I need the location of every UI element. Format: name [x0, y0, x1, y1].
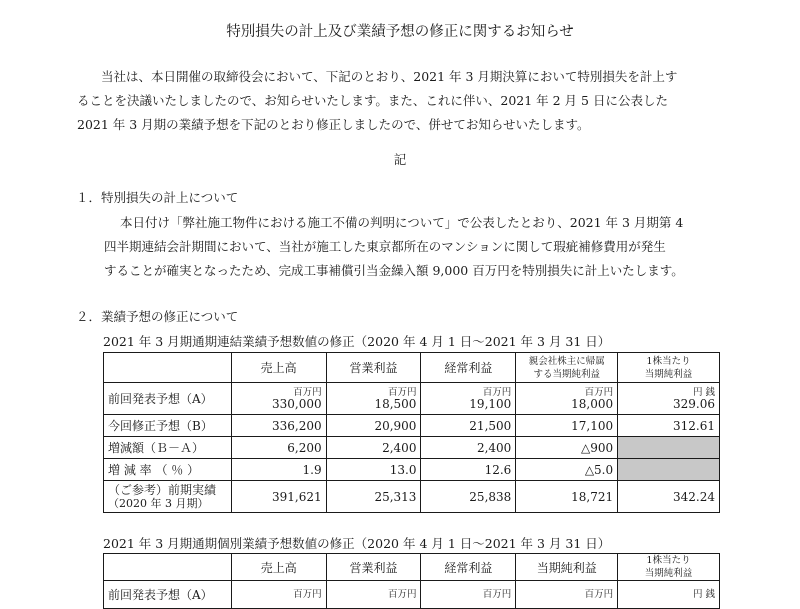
row-label-line2: （2020 年 3 月期） — [108, 496, 209, 510]
cell-value: 12.6 — [421, 459, 516, 481]
cell-value: 21,500 — [421, 415, 516, 437]
header-sales: 売上高 — [231, 554, 326, 581]
cell-value: 17,100 — [516, 415, 618, 437]
table-header-blank — [104, 353, 232, 383]
header-eps-line1: 1株当たり — [646, 555, 691, 566]
cell-value: △900 — [516, 437, 618, 459]
header-sales: 売上高 — [231, 353, 326, 383]
header-operating-profit: 営業利益 — [326, 353, 421, 383]
header-ordinary-profit: 経常利益 — [421, 554, 516, 581]
section1-line-1: 本日付け「弊社施工物件における施工不備の判明について」で公表したとおり、2021 年 3 月期第 4 — [120, 215, 684, 230]
header-eps — [618, 353, 720, 383]
unit-label: 百万円 — [584, 386, 614, 398]
row-label: 前回発表予想（A） — [104, 383, 232, 415]
row-label: 前回発表予想（A） — [104, 581, 232, 609]
intro-line-2: ることを決議いたしましたので、お知らせいたします。また、これに伴い、2021 年 2 月 5 日に公表した — [77, 93, 668, 108]
gray-cell — [618, 437, 720, 459]
table-row — [104, 437, 720, 459]
nonconsolidated-forecast-table — [103, 553, 720, 609]
table2-caption: 2021 年 3 月期通期個別業績予想数値の修正（2020 年 4 月 1 日～2021 年 3 月 31 日） — [103, 536, 611, 551]
table-row — [104, 481, 720, 513]
unit-label: 百万円 — [387, 589, 417, 600]
cell-value: 13.0 — [326, 459, 421, 481]
cell-value: 19,100 — [469, 396, 512, 411]
row-label: 増減額（Ｂ－Ａ） — [104, 437, 232, 459]
cell-value: 6,200 — [231, 437, 326, 459]
cell-value: 25,313 — [326, 481, 421, 513]
header-eps — [618, 554, 720, 581]
table-cell — [516, 581, 618, 609]
table-header-row — [104, 353, 720, 383]
row-label — [104, 481, 232, 513]
header-eps-line2: 当期純利益 — [644, 568, 693, 579]
cell-value: △5.0 — [516, 459, 618, 481]
table-cell — [421, 383, 516, 415]
unit-label: 円 銭 — [692, 589, 715, 600]
document-title: 特別損失の計上及び業績予想の修正に関するお知らせ — [226, 24, 574, 40]
cell-value: 342.24 — [618, 481, 720, 513]
unit-label: 百万円 — [482, 386, 512, 398]
header-eps-line2: 当期純利益 — [644, 368, 693, 380]
table-header-blank — [104, 554, 232, 581]
header-net-profit-line1: 親会社株主に帰属 — [528, 355, 605, 367]
row-label: 今回修正予想（B） — [104, 415, 232, 437]
gray-cell — [618, 459, 720, 481]
header-net-profit — [516, 353, 618, 383]
ki-heading: 記 — [393, 152, 407, 167]
header-operating-profit: 営業利益 — [326, 554, 421, 581]
cell-value: 2,400 — [326, 437, 421, 459]
cell-value: 1.9 — [231, 459, 326, 481]
table-row — [104, 415, 720, 437]
unit-label: 百万円 — [482, 589, 512, 600]
cell-value: 330,000 — [271, 396, 322, 411]
intro-line-3: 2021 年 3 月期の業績予想を下記のとおり修正しましたので、併せてお知らせいたします。 — [77, 117, 590, 132]
unit-label: 百万円 — [293, 589, 322, 600]
cell-value: 312.61 — [618, 415, 720, 437]
section1-line-2: 四半期連結会計期間において、当社が施工した東京都所在のマンションに関して瑕疵補修費用が発生 — [104, 239, 666, 254]
cell-value: 329.06 — [673, 396, 715, 411]
table-header-row — [104, 554, 720, 581]
section1-line-3: することが確実となったため、完成工事補償引当金繰入額 9,000 百万円を特別損失に計上いたします。 — [104, 263, 684, 278]
header-net-profit: 当期純利益 — [516, 554, 618, 581]
header-ordinary-profit: 経常利益 — [421, 353, 516, 383]
unit-label: 百万円 — [584, 589, 614, 600]
table-cell — [231, 383, 326, 415]
section1-heading: １．特別損失の計上について — [76, 190, 239, 205]
table-cell — [516, 383, 618, 415]
table-row — [104, 581, 720, 609]
row-label: 増 減 率 （ ％ ） — [104, 459, 232, 481]
cell-value: 20,900 — [326, 415, 421, 437]
cell-value: 391,621 — [231, 481, 326, 513]
cell-value: 25,838 — [421, 481, 516, 513]
table-row — [104, 383, 720, 415]
cell-value: 18,000 — [571, 396, 614, 411]
table-cell — [231, 581, 326, 609]
cell-value: 18,721 — [516, 481, 618, 513]
table-cell — [421, 581, 516, 609]
table-cell — [326, 581, 421, 609]
table-cell — [618, 383, 720, 415]
header-eps-line1: 1株当たり — [646, 355, 691, 367]
section2-heading: ２．業績予想の修正について — [76, 309, 239, 324]
table1-caption: 2021 年 3 月期通期連結業績予想数値の修正（2020 年 4 月 1 日～2021 年 3 月 31 日） — [103, 334, 611, 349]
row-label-line1: （ご参考）前期実績 — [108, 482, 217, 497]
unit-label: 円 銭 — [692, 386, 715, 398]
header-net-profit-line2: する当期純利益 — [533, 368, 600, 380]
table-row — [104, 459, 720, 481]
intro-line-1: 当社は、本日開催の取締役会において、下記のとおり、2021 年 3 月期決算において特別損失を計上す — [101, 69, 678, 84]
cell-value: 336,200 — [231, 415, 326, 437]
unit-label: 百万円 — [387, 386, 417, 398]
table-cell — [326, 383, 421, 415]
cell-value: 2,400 — [421, 437, 516, 459]
table-cell — [618, 581, 720, 609]
cell-value: 18,500 — [374, 396, 417, 411]
consolidated-forecast-table — [103, 352, 720, 513]
unit-label: 百万円 — [293, 386, 322, 398]
